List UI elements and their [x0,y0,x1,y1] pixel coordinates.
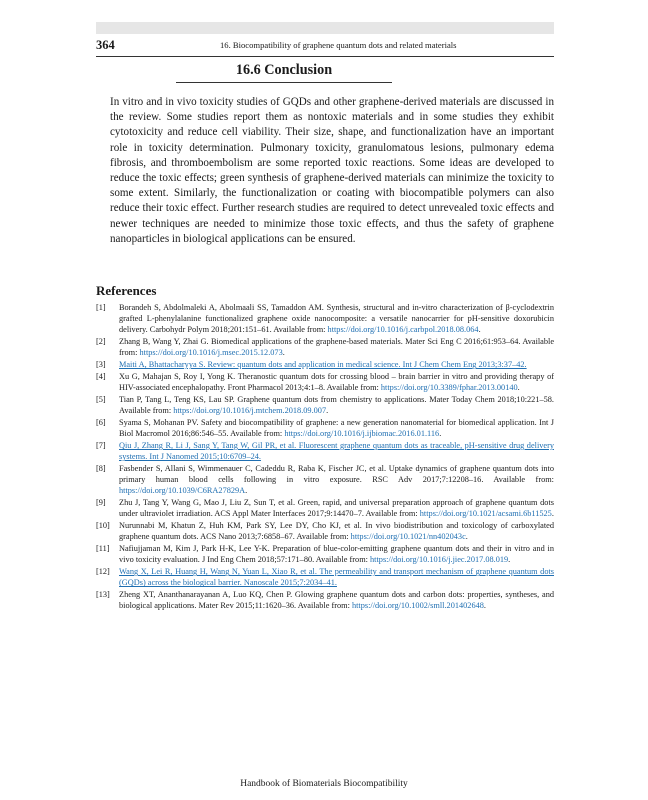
reference-end: . [508,555,511,565]
references-heading: References [96,283,157,298]
reference-item [96,589,554,611]
reference-item [96,371,554,393]
reference-item [96,394,554,416]
reference-list [96,302,554,612]
reference-item [96,543,554,565]
reference-end: . [326,406,329,416]
reference-text: Xu G, Mahajan S, Roy I, Yong K. Theranostic quantum dots for crossing blood – brain barrier in vitro and providing therapy of HIV-associated encephalopathy. Front Pharmacol 2013;4:1–8. Available from: [119,372,554,393]
conclusion-paragraph: In vitro and in vivo toxicity studies of GQDs and other graphene-derived materials are discussed in the review. Some studies report them as nontoxic materials and in some studies they exhibit cytotoxicity and reduce cell viability. Their size, shape, and functionalization have an important role in toxicity determination. Pulmonary toxicity, granulomatous lesions, pulmonary edema fibrosis, and thromboembolism are some reported toxic reactions. Some ideas are developed to reduce the toxic effects; green synthesis of graphene-derived materials can minimize the toxicity to some extent. Similarly, the functionalization or coating with biocompatible polymers can also reduce their toxic effect. Further research studies are required to detect unrevealed toxic effects and newer techniques are needed to minimize those toxic effects, and thus the safety of graphene nanoparticles in biological applications can be ensured. [110,96,554,245]
reference-doi-link[interactable]: https://doi.org/10.1016/j.ijbiomac.2016.01.116 [284,429,440,439]
reference-text[interactable]: Maiti A, Bhattacharyya S. Review: quantum dots and application in medical science. Int J Chem Chem Eng 2013;3:37–42. [119,360,527,370]
reference-number: [12] [96,567,110,577]
reference-text: Zhu J, Tang Y, Wang G, Mao J, Liu Z, Sun T, et al. Green, rapid, and universal preparation approach of graphene quantum dots under ultraviolet irradiation. ACS Appl Mater Interfaces 2017;9:14470–7. Available from: [119,498,554,519]
reference-text: Nafiujjaman M, Kim J, Park H-K, Lee Y-K. Preparation of blue-color-emitting graphene quantum dots and their in vitro and in vivo toxicity evaluation. J Ind Eng Chem 2018;57:171–80. Available from: [119,544,554,565]
section-title-rule [176,82,392,83]
reference-text: Nurunnabi M, Khatun Z, Huh KM, Park SY, Lee DY, Cho KJ, et al. In vivo biodistribution and toxicology of carboxylated graphene quantum dots. ACS Nano 2013;7:6858–67. Available from: [119,521,554,542]
reference-doi-link[interactable]: https://doi.org/10.1016/j.msec.2015.12.073 [139,348,283,358]
reference-number: [4] [96,372,106,381]
reference-item [96,497,554,519]
reference-item [96,336,554,358]
reference-item[interactable] [96,359,554,370]
section-title: 16.6 Conclusion [235,62,333,78]
reference-end: . [282,348,285,358]
reference-text: Zhang B, Wang Y, Zhai G. Biomedical applications of the graphene-based materials. Mater Sci Eng C 2016;61:953–64. Available from: [119,337,554,358]
reference-end: . [517,383,520,393]
running-head: 16. Biocompatibility of graphene quantum dots and related materials [220,40,457,50]
reference-number: [8] [96,464,106,473]
reference-text: Syama S, Mohanan PV. Safety and biocompatibility of graphene: a new generation nanomaterial for biomedical application. Int J Biol Macromol 2016;86:546–55. Available from: [119,418,554,439]
reference-number: [10] [96,521,110,531]
reference-number: [13] [96,590,110,600]
reference-end: . [465,532,468,542]
reference-number: [6] [96,418,106,427]
reference-doi-link[interactable]: https://doi.org/10.1021/nn402043c [350,532,466,542]
page-footer: Handbook of Biomaterials Biocompatibility [240,779,408,789]
reference-doi-link[interactable]: https://doi.org/10.1016/j.mtchem.2018.09.007 [173,406,327,416]
reference-end: . [483,601,486,611]
reference-number: [3] [96,360,106,370]
reference-end: . [245,486,248,496]
reference-number: [2] [96,337,106,347]
reference-doi-link[interactable]: https://doi.org/10.1039/C6RA27829A [119,486,246,496]
page-number: 364 [96,38,115,52]
reference-text[interactable]: Qiu J, Zhang R, Li J, Sang Y, Tang W, Gil PR, et al. Fluorescent graphene quantum dots as traceable, pH-sensitive drug delivery systems. Int J Nanomed 2015;10:6709–24. [119,441,554,462]
reference-text: Fasbender S, Allani S, Wimmenauer C, Cadeddu R, Raba K, Fischer JC, et al. Uptake dynamics of graphene quantum dots into primary human blood cells following in vitro exposure. RSC Adv 2017;7:12208–16. Available from: [119,464,554,485]
reference-number: [9] [96,498,106,508]
reference-text: Tian P, Tang L, Teng KS, Lau SP. Graphene quantum dots from chemistry to applications. Mater Today Chem 2018;10:221–58. Available from: [119,395,554,416]
reference-doi-link[interactable]: https://doi.org/10.3389/fphar.2013.00140 [380,383,518,393]
header-rule [96,56,554,57]
reference-end: . [551,509,554,519]
reference-doi-link[interactable]: https://doi.org/10.1016/j.jiec.2017.08.019 [370,555,509,565]
top-gray-bar [96,22,554,34]
reference-doi-link[interactable]: https://doi.org/10.1002/smll.201402648 [351,601,484,611]
reference-item [96,302,554,336]
reference-text[interactable]: Wang X, Lei R, Huang H, Wang N, Yuan L, Xiao R, et al. The permeability and transport mechanism of graphene quantum dots (GQDs) across the biological barrier. Nanoscale 2015;7:2034–41. [119,567,554,588]
reference-number: [5] [96,395,106,404]
reference-text: Borandeh S, Abdolmaleki A, Abolmaali SS, Tamaddon AM. Synthesis, structural and in-vitro characterization of β-cyclodextrin grafted L-phenylalanine functionalized graphene oxide nanocomposite: a versatile nanocarrier for pH-sensitive doxorubicin delivery. Carbohydr Polym 2018;201:151–61. Available from: [119,303,554,335]
reference-number: [7] [96,441,106,450]
reference-doi-link[interactable]: https://doi.org/10.1016/j.carbpol.2018.08.064 [327,325,479,335]
reference-item[interactable] [96,566,554,588]
reference-number: [11] [96,544,110,554]
reference-doi-link[interactable]: https://doi.org/10.1021/acsami.6b11525 [419,509,552,519]
reference-item [96,463,554,497]
reference-item [96,520,554,542]
page-header [96,38,554,54]
reference-item[interactable] [96,440,554,462]
reference-item [96,417,554,439]
reference-number: [1] [96,303,106,312]
reference-end: . [478,325,481,335]
reference-text: Zheng XT, Ananthanarayanan A, Luo KQ, Chen P. Glowing graphene quantum dots and carbon dots: properties, syntheses, and biological applications. Mater Rev 2015;11:1620–36. Available from: [119,590,554,611]
reference-end: . [439,429,442,439]
